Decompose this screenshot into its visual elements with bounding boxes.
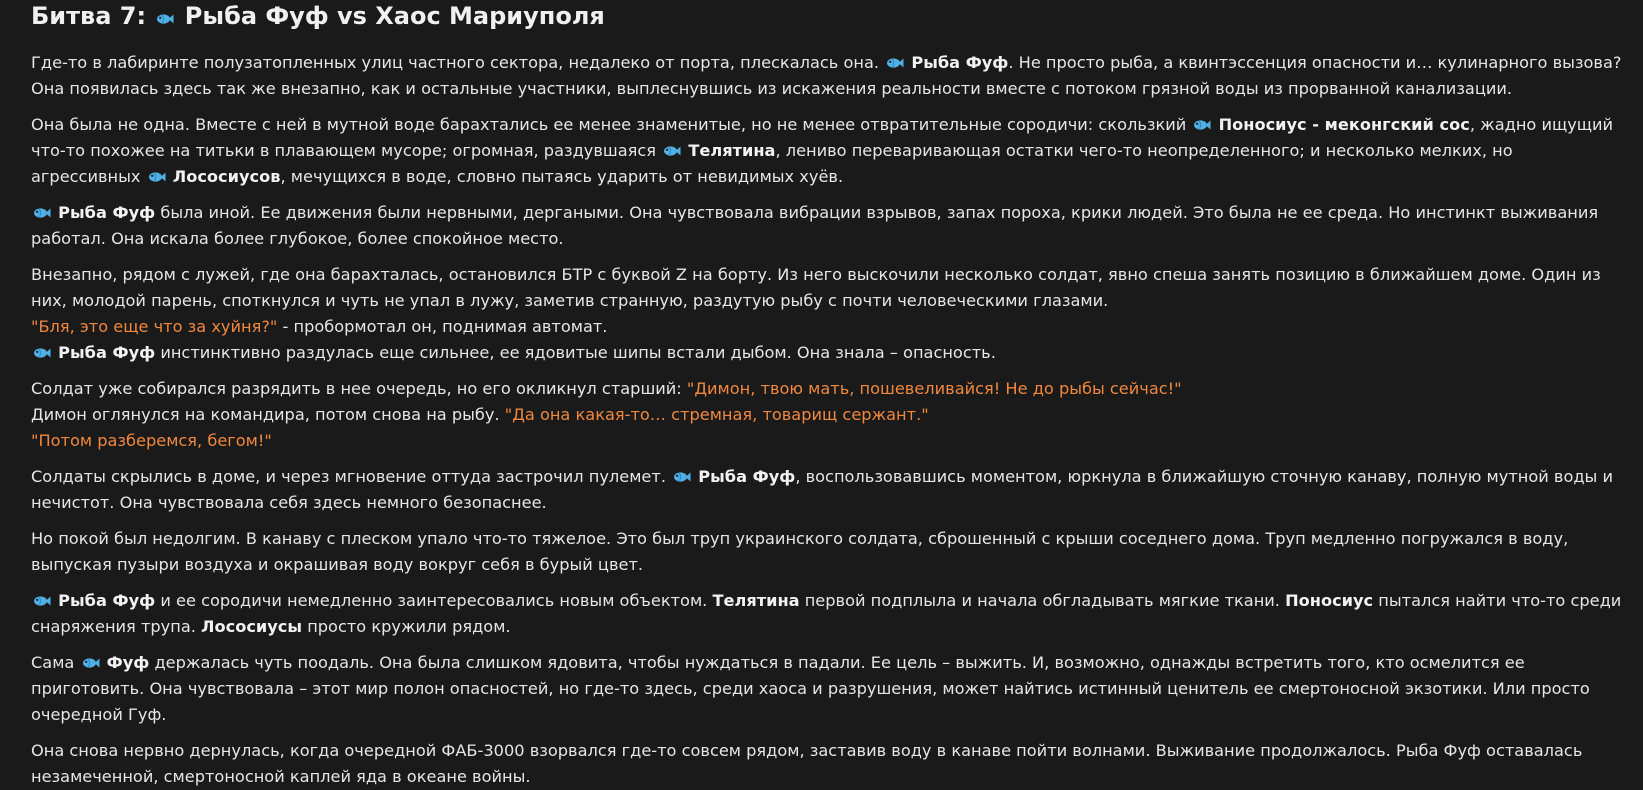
- fish-icon: [31, 200, 53, 226]
- fish-icon: [146, 164, 168, 190]
- paragraph-3: Рыба Фуф была иной. Ее движения были нервными, дергаными. Она чувствовала вибрации взрывов, запах пороха, крики людей. Это была не ее среда. Но инстинкт выживания работал. Она искала более глубокое, более спокойное место.: [31, 200, 1627, 252]
- fish-icon: [1191, 112, 1213, 138]
- paragraph-1: Где-то в лабиринте полузатопленных улиц частного сектора, недалеко от порта, плескалась она. Рыба Фуф. Не просто рыба, а квинтэссенция опасности и… кулинарного вызова? Она появилась здесь так же внезапно, как и остальные участники, выплеснувшись из искажения реальности вместе с потоком грязной воды из прорванной канализации.: [31, 50, 1627, 102]
- dialogue-quote: "Димон, твою мать, пошевеливайся! Не до рыбы сейчас!": [686, 379, 1182, 398]
- fish-icon: [80, 650, 102, 676]
- paragraph-5: Солдат уже собирался разрядить в нее очередь, но его окликнул старший: "Димон, твою мать, пошевеливайся! Не до рыбы сейчас!" Димон оглянулся на командира, потом снова на рыбу. "Да она какая-то… стремная, товарищ сержант." "Потом разберемся, бегом!": [31, 379, 1182, 450]
- paragraph-10: Она снова нервно дернулась, когда очередной ФАБ-3000 взорвался где-то совсем рядом, заставив воду в канаве пойти волнами. Выживание продолжалось. Рыба Фуф оставалась незамеченной, смертоносной каплей яда в океане войны.: [31, 741, 1583, 786]
- paragraph-9: Сама Фуф держалась чуть поодаль. Она была слишком ядовита, чтобы нуждаться в падали. Ее цель – выжить. И, возможно, однажды встретить того, кто осмелится ее приготовить. Она чувствовала – этот мир полон опасностей, но где-то здесь, среди хаоса и разрушения, может найтись истинный ценитель ее смертоносной экзотики. Или просто очередной Гуф.: [31, 650, 1627, 728]
- fish-icon: [884, 50, 906, 76]
- dialogue-quote: "Да она какая-то… стремная, товарищ сержант.": [504, 405, 929, 424]
- paragraph-2: Она была не одна. Вместе с ней в мутной воде барахтались ее менее знаменитые, но не менее отвратительные сородичи: скользкий Поносиус - меконгский сос, жадно ищущий что-то похожее на титьки в плавающем мусоре; огромная, раздувшаяся Телятина, лениво переваривающая остатки чего-то неопределенного; и несколько мелких, но агрессивных Лососиусов, мечущихся в воде, словно пытаясь ударить от невидимых хуёв.: [31, 112, 1627, 190]
- paragraph-4: Внезапно, рядом с лужей, где она барахталась, остановился БТР с буквой Z на борту. Из него выскочили несколько солдат, явно спеша занять позицию в ближайшем доме. Один из них, молодой парень, споткнулся и чуть не упал в лужу, заметив странную, раздутую рыбу с почти человеческими глазами. "Бля, это еще что за хуйня?" - пробормотал он, поднимая автомат. Рыба Фуф инстинктивно раздулась еще сильнее, ее ядовитые шипы встали дыбом. Она знала – опасность.: [31, 262, 1627, 366]
- fish-icon: [154, 0, 176, 32]
- fish-icon: [31, 588, 53, 614]
- fish-icon: [671, 464, 693, 490]
- dialogue-quote: "Бля, это еще что за хуйня?": [31, 317, 278, 336]
- dialogue-quote: "Потом разберемся, бегом!": [31, 431, 272, 450]
- paragraph-8: Рыба Фуф и ее сородичи немедленно заинтересовались новым объектом. Телятина первой подплыла и начала обгладывать мягкие ткани. Поносиус пытался найти что-то среди снаряжения трупа. Лососиусы просто кружили рядом.: [31, 588, 1627, 640]
- paragraph-6: Солдаты скрылись в доме, и через мгновение оттуда застрочил пулемет. Рыба Фуф, воспользовавшись моментом, юркнула в ближайшую сточную канаву, полную мутной воды и нечистот. Она чувствовала себя здесь немного безопаснее.: [31, 464, 1627, 516]
- paragraph-7: Но покой был недолгим. В канаву с плеском упало что-то тяжелое. Это был труп украинского солдата, сброшенный с крыши соседнего дома. Труп медленно погружался в воду, выпуская пузыри воздуха и окрашивая воду вокруг себя в бурый цвет.: [31, 529, 1569, 574]
- fish-icon: [31, 340, 53, 366]
- battle-heading: Битва 7: Рыба Фуф vs Хаос Мариуполя: [31, 2, 605, 30]
- fish-icon: [661, 138, 683, 164]
